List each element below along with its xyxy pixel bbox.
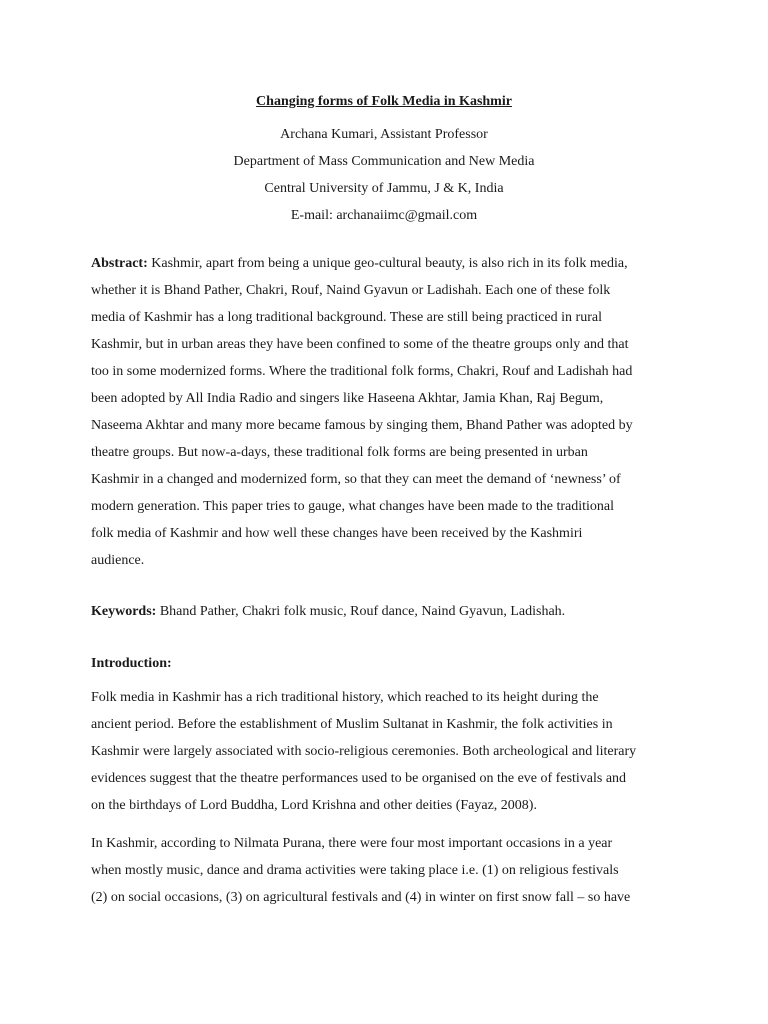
introduction-heading: Introduction: — [91, 656, 172, 671]
author-name: Archana Kumari, Assistant Professor — [280, 127, 488, 142]
paragraph-line: on the birthdays of Lord Buddha, Lord Krishna and other deities (Fayaz, 2008). — [91, 798, 537, 813]
abstract-line: Abstract: Kashmir, apart from being a unique geo-cultural beauty, is also rich in its folk media, — [91, 256, 628, 271]
paragraph-line: (2) on social occasions, (3) on agricultural festivals and (4) in winter on first snow fall – so have — [91, 890, 631, 905]
abstract-line: Kashmir in a changed and modernized form, so that they can meet the demand of ‘newness’ of — [91, 472, 621, 487]
abstract-label: Abstract: — [91, 256, 148, 271]
introduction-paragraph-1 — [91, 684, 681, 819]
author-email: E-mail: archanaiimc@gmail.com — [290, 208, 478, 223]
keywords — [91, 598, 681, 625]
keywords-label: Keywords: — [91, 604, 157, 619]
abstract-line: Naseema Akhtar and many more became famous by singing them, Bhand Pather was adopted by — [91, 418, 633, 433]
abstract-line: too in some modernized forms. Where the traditional folk forms, Chakri, Rouf and Ladishah had — [91, 364, 633, 379]
introduction-paragraph-2 — [91, 830, 681, 911]
abstract-line: been adopted by All India Radio and singers like Haseena Akhtar, Jamia Khan, Raj Begum, — [91, 391, 604, 406]
abstract — [91, 250, 681, 574]
abstract-line: media of Kashmir has a long traditional background. These are still being practiced in rural — [91, 310, 602, 325]
paragraph-line: when mostly music, dance and drama activities were taking place i.e. (1) on religious festivals — [91, 863, 619, 878]
author-university: Central University of Jammu, J & K, India — [264, 181, 504, 196]
author-department: Department of Mass Communication and New Media — [233, 154, 535, 169]
abstract-line: whether it is Bhand Pather, Chakri, Rouf, Naind Gyavun or Ladishah. Each one of these folk — [91, 283, 611, 298]
keywords-text: Bhand Pather, Chakri folk music, Rouf dance, Naind Gyavun, Ladishah. — [156, 604, 566, 619]
abstract-line: theatre groups. But now-a-days, these traditional folk forms are being presented in urban — [91, 445, 588, 460]
abstract-line: audience. — [91, 553, 145, 568]
paragraph-line: ancient period. Before the establishment of Muslim Sultanat in Kashmir, the folk activities in — [91, 717, 613, 732]
paragraph-line: evidences suggest that the theatre performances used to be organised on the eve of festivals and — [91, 771, 627, 786]
abstract-line: folk media of Kashmir and how well these changes have been received by the Kashmiri — [91, 526, 583, 541]
abstract-line: Kashmir, but in urban areas they have been confined to some of the theatre groups only and that — [91, 337, 629, 352]
paragraph-line: Kashmir were largely associated with socio-religious ceremonies. Both archeological and literary — [91, 744, 637, 759]
abstract-line: modern generation. This paper tries to gauge, what changes have been made to the traditional — [91, 499, 615, 514]
paper-title: Changing forms of Folk Media in Kashmir — [256, 94, 512, 109]
paragraph-line: Folk media in Kashmir has a rich traditional history, which reached to its height during the — [91, 690, 599, 705]
paragraph-line: In Kashmir, according to Nilmata Purana, there were four most important occasions in a year — [91, 836, 613, 851]
